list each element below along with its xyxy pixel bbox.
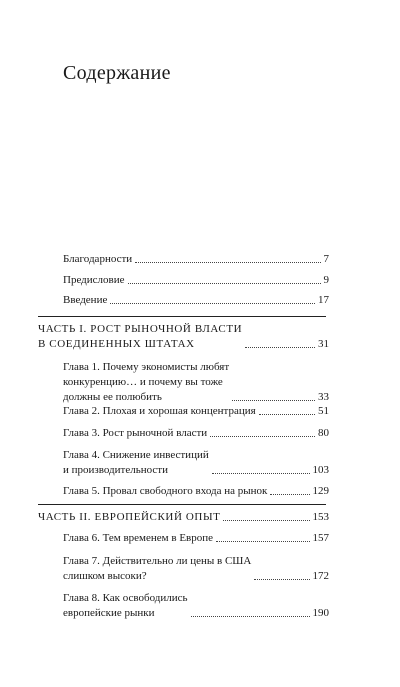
- leader-dots: [110, 303, 315, 304]
- leader-dots: [216, 541, 309, 542]
- toc-entry-page: 103: [312, 464, 329, 476]
- toc-part-entry: [38, 510, 329, 525]
- toc-entry-page: 51: [318, 405, 329, 417]
- leader-dots: [212, 473, 310, 474]
- leader-dots: [245, 347, 315, 348]
- toc-entry-title: ЧАСТЬ I. РОСТ РЫНОЧНОЙ ВЛАСТИ В СОЕДИНЕННЫХ ШТАТАХ: [38, 323, 243, 350]
- toc-entry-page: 31: [318, 338, 329, 350]
- toc-entry-title: ЧАСТЬ II. ЕВРОПЕЙСКИЙ ОПЫТ: [38, 511, 221, 523]
- leader-dots: [270, 494, 309, 495]
- toc-entry-page: 80: [318, 427, 329, 439]
- toc-entry-page: 9: [323, 274, 329, 286]
- leader-dots: [223, 520, 309, 521]
- toc-entry-title: Благодарности: [63, 253, 133, 265]
- page-title: Содержание: [63, 62, 171, 84]
- leader-dots: [210, 436, 315, 437]
- toc-entry-page: 129: [312, 485, 329, 497]
- toc-entry: [63, 273, 329, 288]
- toc-entry-title: Глава 6. Тем временем в Европе: [63, 532, 214, 544]
- toc-entry-title: Глава 8. Как освободились европейские рынки: [63, 592, 188, 619]
- leader-dots: [254, 579, 309, 580]
- toc-entry-title: Глава 2. Плохая и хорошая концентрация: [63, 405, 256, 417]
- toc-entry: [63, 252, 329, 267]
- toc-entry: [63, 531, 329, 546]
- toc-entry: [63, 554, 329, 584]
- toc-entry: [63, 484, 329, 499]
- toc-entry-title: Введение: [63, 294, 108, 306]
- leader-dots: [128, 283, 321, 284]
- toc-entry-page: 7: [323, 253, 329, 265]
- leader-dots: [259, 414, 315, 415]
- toc-entry-title: Глава 1. Почему экономисты любят конкуренцию… и почему вы тоже должны ее полюбить: [63, 361, 230, 403]
- toc-entry-title: Глава 5. Провал свободного входа на рынок: [63, 485, 268, 497]
- toc-entry-title: Глава 4. Снижение инвестиций и производительности: [63, 449, 209, 476]
- toc-entry-title: Глава 3. Рост рыночной власти: [63, 427, 208, 439]
- toc-entry: [63, 404, 329, 419]
- toc-entry-page: 153: [312, 511, 329, 523]
- toc-entry: [63, 426, 329, 441]
- toc-entry-page: 172: [312, 570, 329, 582]
- toc-entry: [63, 293, 329, 308]
- leader-dots: [232, 400, 315, 401]
- toc-part-entry: [38, 322, 329, 352]
- toc-entry-title: Глава 7. Действительно ли цены в США слишком высоки?: [63, 555, 252, 582]
- toc-entry-page: 17: [318, 294, 329, 306]
- leader-dots: [191, 616, 310, 617]
- toc-entry-page: 190: [312, 607, 329, 619]
- toc-entry: [63, 591, 329, 621]
- toc-entry-title: Предисловие: [63, 274, 125, 286]
- toc-entry-page: 33: [318, 391, 329, 403]
- toc-entry: [63, 448, 329, 478]
- toc-entry: [63, 360, 329, 405]
- leader-dots: [135, 262, 320, 263]
- section-divider: [38, 504, 326, 505]
- toc-entry-page: 157: [312, 532, 329, 544]
- section-divider: [38, 316, 326, 317]
